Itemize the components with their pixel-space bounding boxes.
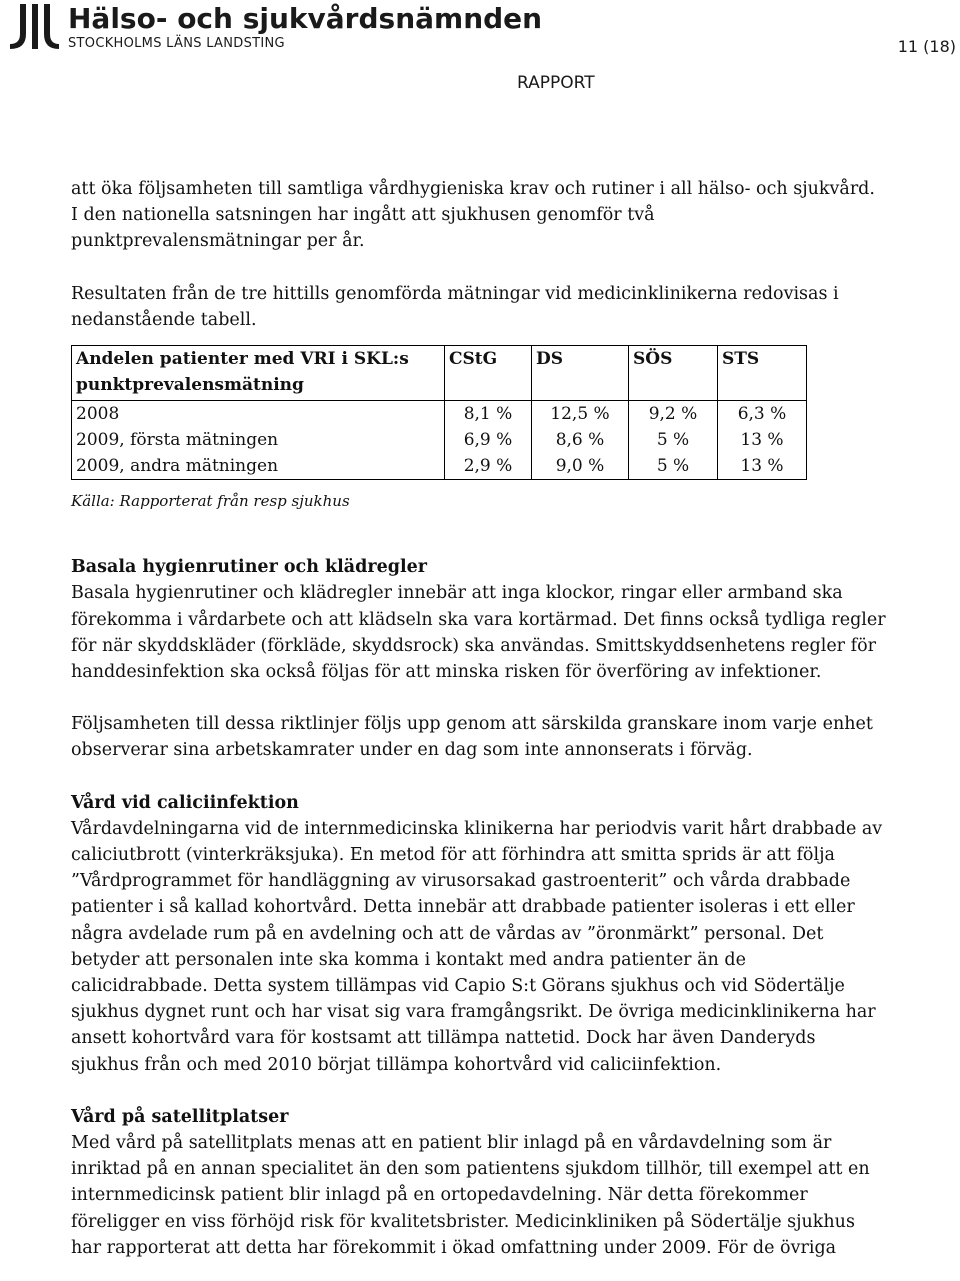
section-paragraph: Följsamheten till dessa riktlinjer följs upp genom att särskilda granskare inom varje enhet observerar sina arbetskamrater under en dag som inte annonserats i förväg. — [71, 714, 873, 761]
table-cell: 8,6 % — [532, 427, 629, 453]
table-cell: 12,5 % — [532, 401, 629, 428]
column-header-sos: SÖS — [629, 346, 718, 401]
vri-table — [71, 345, 807, 480]
section-heading: Vård på satellitplatser — [71, 1106, 289, 1127]
table-cell: 6,3 % — [737, 404, 787, 425]
column-header-cstg: CStG — [445, 346, 532, 401]
table-cell: 2,9 % — [445, 453, 532, 480]
table-cell: 13 % — [740, 430, 784, 451]
row-label: 2009, första mätningen — [72, 427, 445, 453]
table-source-note: Källa: Rapporterat från resp sjukhus — [71, 492, 350, 511]
section-heading: Basala hygienrutiner och klädregler — [71, 557, 427, 578]
table-cell: 9,2 % — [629, 401, 718, 428]
intro-paragraph-1: att öka följsamheten till samtliga vårdhygieniska krav och rutiner i all hälso- och sjukvård. I den nationella satsningen har ingått att sjukhusen genomför två punktprevalensmätningar per år. — [71, 179, 875, 252]
column-header-ds: DS — [532, 346, 629, 401]
document-type: RAPPORT — [517, 73, 595, 93]
table-row — [72, 401, 807, 428]
table-cell: 6,9 % — [445, 427, 532, 453]
table-cell: 5 % — [629, 453, 718, 480]
table-row — [72, 427, 807, 453]
section-paragraph: Basala hygienrutiner och klädregler innebär att inga klockor, ringar eller armband ska förekomma i vårdarbete och att klädseln ska vara kortärmad. Det finns också tydliga regler för när skyddskläder (förkläde, skyddsrock) ska användas. Smittskyddsenhetens regler för handdesinfektion ska också följas för att minska risken för överföring av infektioner. — [71, 583, 886, 683]
table-cell: 8,1 % — [445, 401, 532, 428]
table-row — [72, 453, 807, 480]
row-label: 2008 — [72, 401, 445, 428]
org-subtitle: STOCKHOLMS LÄNS LANDSTING — [68, 36, 285, 51]
row-label: 2009, andra mätningen — [72, 453, 445, 480]
section-paragraph: Vårdavdelningarna vid de internmedicinska klinikerna har periodvis varit hårt drabbade av caliciutbrott (vinterkräksjuka). En metod för att förhindra att smitta sprids är att följa ”Vårdprogrammet för handläggning av virusorsakad gastroenterit” och vårda drabbade patienter i så kallad kohortvård. Detta innebär att drabbade patienter isoleras i ett eller några avdelade rum på en avdelning och att de vårdas av ”öronmärkt” personal. Det betyder att personalen inte ska komma i kontakt med andra patienter än de calicidrabbade. Detta system tillämpas vid Capio S:t Görans sjukhus och vid Södertälje sjukhus dygnet runt och har visat sig vara framgångsrikt. De övriga medicinklinikerna har ansett kohortvård vara för kostsamt att tillämpa nattetid. Dock har även Danderyds sjukhus från och med 2010 börjat tillämpa kohortvård vid caliciinfektion. — [71, 818, 883, 1075]
table-cell: 9,0 % — [532, 453, 629, 480]
page-number: 11 (18) — [897, 37, 956, 56]
landsting-logo-icon — [8, 4, 60, 50]
section-heading: Vård vid caliciinfektion — [71, 792, 299, 813]
document-body — [71, 176, 886, 1261]
table-header-label: Andelen patienter med VRI i SKL:s punktprevalensmätning — [72, 346, 445, 401]
intro-paragraph-2: Resultaten från de tre hittills genomförda mätningar vid medicinklinikerna redovisas i nedanstående tabell. — [71, 283, 839, 330]
logo — [8, 4, 60, 50]
column-header-sts: STS — [718, 346, 807, 401]
section-paragraph: Med vård på satellitplats menas att en patient blir inlagd på en vårdavdelning som är inriktad på en annan specialitet än den som patientens sjukdom tillhör, till exempel att en internmedicinsk patient blir inlagd på en ortopedavdelning. När detta förekommer föreligger en viss förhöjd risk för kvalitetsbrister. Medicinkliniken på Södertälje sjukhus har rapporterat att detta har förekommit i ökad omfattning under 2009. För de övriga — [71, 1133, 870, 1258]
table-header-row — [72, 346, 807, 401]
table-cell: 5 % — [629, 427, 718, 453]
table-cell: 13 % — [740, 456, 784, 477]
org-name: Hälso- och sjukvårdsnämnden — [68, 2, 543, 35]
